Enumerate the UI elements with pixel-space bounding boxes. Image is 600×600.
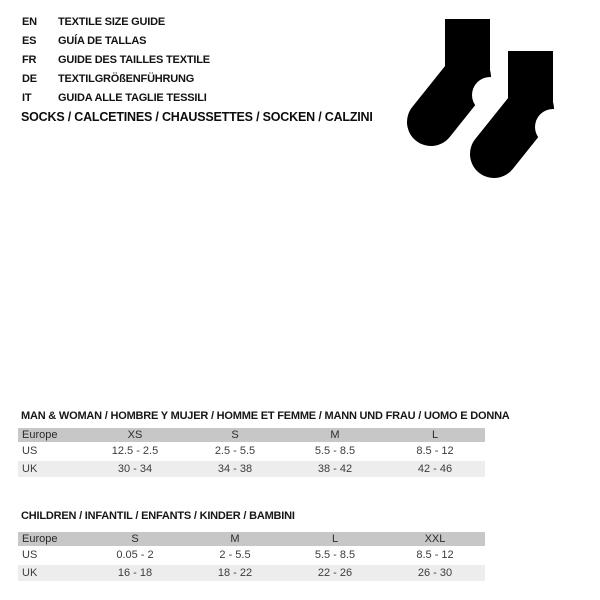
language-label: TEXTILE SIZE GUIDE (58, 16, 166, 28)
size-cell: 22 - 26 (317, 567, 353, 579)
table-row (18, 442, 485, 461)
table-title-children: CHILDREN / INFANTIL / ENFANTS / KINDER / BAMBINI (21, 510, 295, 522)
language-row (22, 70, 210, 89)
language-label: TEXTILGRÖßENFÜHRUNG (58, 73, 195, 85)
size-cell: 12.5 - 2.5 (111, 445, 159, 457)
column-header: L (431, 429, 439, 441)
table-row (18, 546, 485, 565)
language-code: ES (22, 35, 37, 47)
region-cell: UK (22, 567, 38, 579)
region-cell: UK (22, 463, 38, 475)
column-header: L (331, 533, 339, 545)
table-title-man-woman: MAN & WOMAN / HOMBRE Y MUJER / HOMME ET FEMME / MANN UND FRAU / UOMO E DONNA (21, 410, 510, 422)
column-header: XXL (424, 533, 446, 545)
size-cell: 2.5 - 5.5 (214, 445, 256, 457)
size-cell: 0.05 - 2 (116, 549, 154, 561)
size-cell: 8.5 - 12 (416, 445, 454, 457)
column-header: Europe (22, 429, 58, 441)
size-cell: 26 - 30 (417, 567, 453, 579)
size-cell: 34 - 38 (217, 463, 253, 475)
language-label: GUIDA ALLE TAGLIE TESSILI (58, 92, 207, 104)
size-table-man-woman (18, 428, 485, 477)
size-cell: 5.5 - 8.5 (314, 549, 356, 561)
column-header: M (230, 533, 240, 545)
sock-back (431, 19, 508, 122)
size-cell: 18 - 22 (217, 567, 253, 579)
region-cell: US (22, 445, 38, 457)
language-row (22, 13, 210, 32)
region-cell: US (22, 549, 38, 561)
table-header-row (18, 428, 485, 442)
language-list (22, 13, 210, 108)
language-code: FR (22, 54, 37, 66)
language-row (22, 51, 210, 70)
language-row (22, 32, 210, 51)
sock-front (494, 51, 571, 154)
column-header: Europe (22, 533, 58, 545)
table-row (18, 565, 485, 581)
language-code: IT (22, 92, 32, 104)
language-label: GUIDE DES TAILLES TEXTILE (58, 54, 210, 66)
size-cell: 30 - 34 (117, 463, 153, 475)
language-code: DE (22, 73, 37, 85)
size-cell: 16 - 18 (117, 567, 153, 579)
language-label: GUÍA DE TALLAS (58, 35, 147, 47)
language-code: EN (22, 16, 37, 28)
size-cell: 38 - 42 (317, 463, 353, 475)
table-header-row (18, 532, 485, 546)
category-title: SOCKS / CALCETINES / CHAUSSETTES / SOCKEN / CALZINI (21, 110, 373, 124)
size-table-children (18, 532, 485, 581)
size-cell: 2 - 5.5 (219, 549, 251, 561)
size-cell: 42 - 46 (417, 463, 453, 475)
size-cell: 5.5 - 8.5 (314, 445, 356, 457)
column-header: S (231, 429, 239, 441)
language-row (22, 89, 210, 108)
column-header: S (131, 533, 139, 545)
column-header: XS (127, 429, 143, 441)
socks-icon (390, 0, 600, 190)
size-cell: 8.5 - 12 (416, 549, 454, 561)
column-header: M (330, 429, 340, 441)
table-row (18, 461, 485, 477)
